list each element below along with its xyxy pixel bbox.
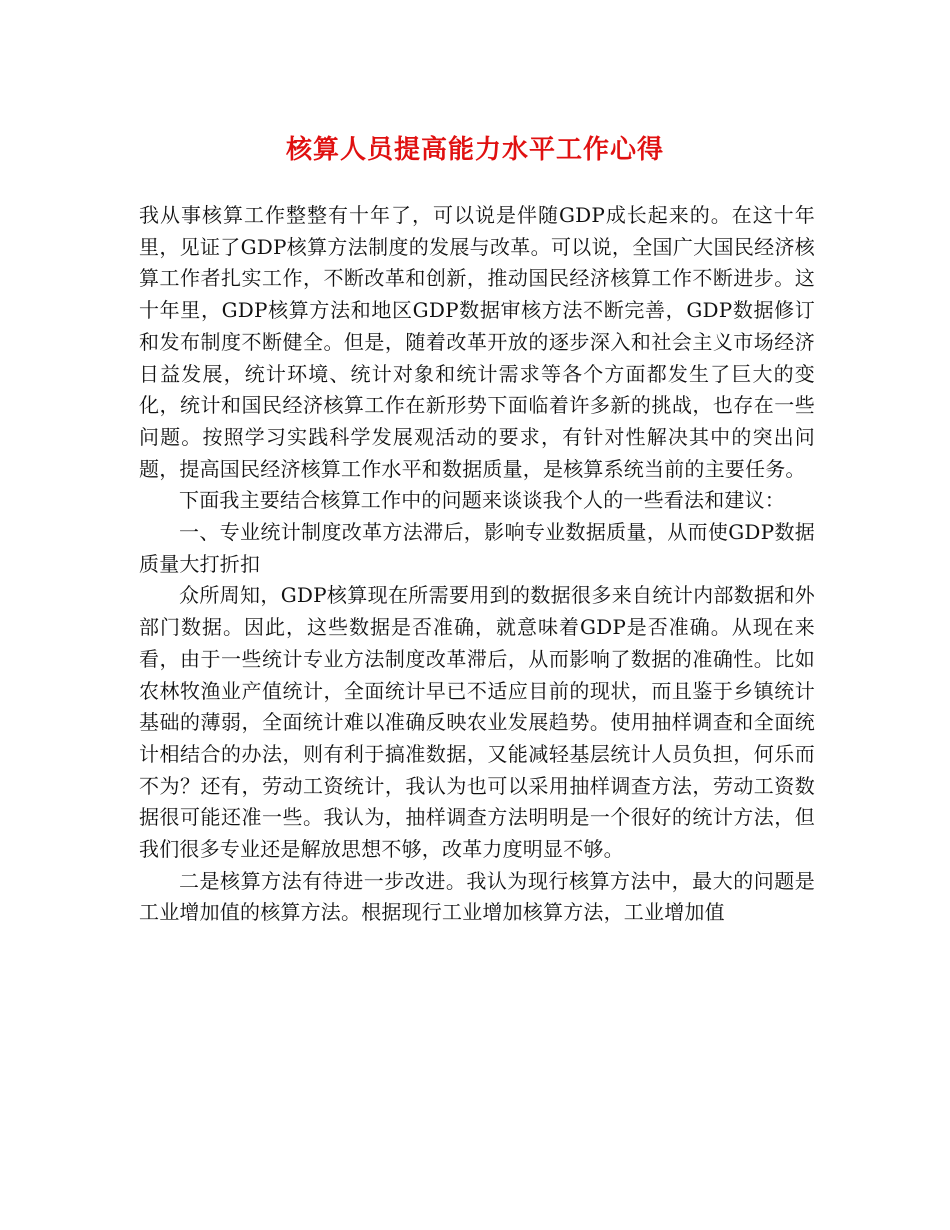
paragraph-intro: 我从事核算工作整整有十年了，可以说是伴随GDP成长起来的。在这十年里，见证了GDP核算方法制度的发展与改革。可以说，全国广大国民经济核算工作者扎实工作，不断改革和创新，推动国民经济核算工作不断进步。这十年里，GDP核算方法和地区GDP数据审核方法不断完善，GDP数据修订和发布制度不断健全。但是，随着改革开放的逐步深入和社会主义市场经济日益发展，统计环境、统计对象和统计需求等各个方面都发生了巨大的变化，统计和国民经济核算工作在新形势下面临着许多新的挑战，也存在一些问题。按照学习实践科学发展观活动的要求，有针对性解决其中的突出问题，提高国民经济核算工作水平和数据质量，是核算系统当前的主要任务。: [139, 203, 815, 481]
paragraph-lead-in: 下面我主要结合核算工作中的问题来谈谈我个人的一些看法和建议：: [179, 488, 785, 513]
document-body: [139, 200, 815, 929]
paragraph-section-one: 众所周知，GDP核算现在所需要用到的数据很多来自统计内部数据和外部门数据。因此，这些数据是否准确，就意味着GDP是否准确。从现在来看，由于一些统计专业方法制度改革滞后，从而影响了数据的准确性。比如农林牧渔业产值统计，全面统计早已不适应目前的现状，而且鉴于乡镇统计基础的薄弱，全面统计难以准确反映农业发展趋势。使用抽样调查和全面统计相结合的办法，则有利于搞准数据，又能减轻基层统计人员负担，何乐而不为？还有，劳动工资统计，我认为也可以采用抽样调查方法，劳动工资数据很可能还准一些。我认为，抽样调查方法明明是一个很好的统计方法，但我们很多专业还是解放思想不够，改革力度明显不够。: [139, 583, 815, 862]
section-heading-one: 一、专业统计制度改革方法滞后，影响专业数据质量，从而使GDP数据质量大打折扣: [139, 520, 815, 576]
paragraph-section-two: 二是核算方法有待进一步改进。我认为现行核算方法中，最大的问题是工业增加值的核算方法。根据现行工业增加核算方法，工业增加值: [139, 868, 815, 925]
document-title: 核算人员提高能力水平工作心得: [285, 135, 664, 165]
